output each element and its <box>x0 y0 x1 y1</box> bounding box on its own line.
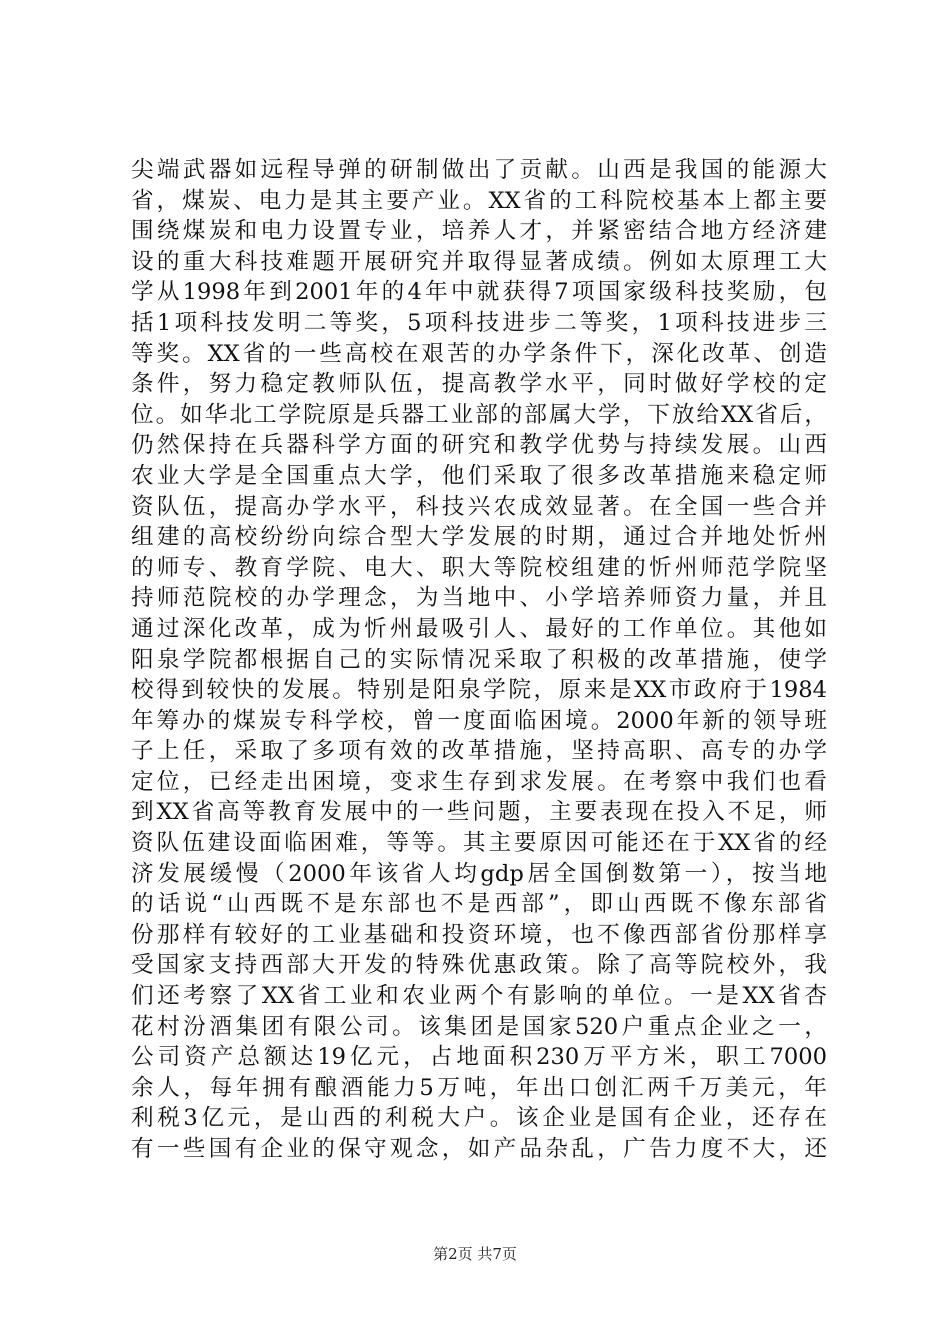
text-line: 资队伍，提高办学水平，科技兴农成效显著。在全国一些合并 <box>131 493 827 520</box>
text-line: 仍然保持在兵器科学方面的研究和教学优势与持续发展。山西 <box>131 432 827 459</box>
text-line: 利税3亿元，是山西的利税大户。该企业是国有企业，还存在 <box>131 1105 827 1132</box>
text-line: 学从1998年到2001年的4年中就获得7项国家级科技奖励，包 <box>131 279 827 306</box>
text-line: 设的重大科技难题开展研究并取得显著成绩。例如太原理工大 <box>131 248 827 275</box>
text-line: 余人，每年拥有酿酒能力5万吨，年出口创汇两千万美元，年 <box>131 1074 827 1101</box>
text-line: 有一些国有企业的保守观念，如产品杂乱，广告力度不大，还 <box>131 1136 827 1162</box>
text-line: 持师范院校的办学理念，为当地中、小学培养师资力量，并且 <box>131 585 827 612</box>
text-line: 们还考察了XX省工业和农业两个有影响的单位。一是XX省杏 <box>131 983 827 1010</box>
text-line: 年筹办的煤炭专科学校，曾一度面临困境。2000年新的领导班 <box>131 707 827 734</box>
text-line: 资队伍建设面临困难，等等。其主要原因可能还在于XX省的经 <box>131 830 827 857</box>
text-line: 尖端武器如远程导弹的研制做出了贡献。山西是我国的能源大 <box>131 157 827 183</box>
body-paragraph <box>131 155 827 1165</box>
text-line: 的师专、教育学院、电大、职大等院校组建的忻州师范学院坚 <box>131 554 827 581</box>
text-line: 公司资产总额达19亿元，占地面积230万平方米，职工7000 <box>131 1044 827 1071</box>
text-line: 份那样有较好的工业基础和投资环境，也不像西部省份那样享 <box>131 921 827 948</box>
text-line: 位。如华北工学院原是兵器工业部的部属大学，下放给XX省后， <box>131 401 827 428</box>
text-line: 子上任，采取了多项有效的改革措施，坚持高职、高专的办学 <box>131 738 827 765</box>
text-line: 括1项科技发明二等奖，5项科技进步二等奖，1项科技进步三 <box>131 309 827 336</box>
text-line: 受国家支持西部大开发的特殊优惠政策。除了高等院校外，我 <box>131 952 827 979</box>
text-line: 省，煤炭、电力是其主要产业。XX省的工科院校基本上都主要 <box>131 187 827 214</box>
text-line: 围绕煤炭和电力设置专业，培养人才，并紧密结合地方经济建 <box>131 218 827 245</box>
text-line: 等奖。XX省的一些高校在艰苦的办学条件下，深化改革、创造 <box>131 340 827 367</box>
text-line: 定位，已经走出困境，变求生存到求发展。在考察中我们也看 <box>131 768 827 795</box>
text-line: 校得到较快的发展。特别是阳泉学院，原来是XX市政府于1984 <box>131 677 827 704</box>
text-line: 的话说“山西既不是东部也不是西部”，即山西既不像东部省 <box>131 891 827 918</box>
text-line: 条件，努力稳定教师队伍，提高教学水平，同时做好学校的定 <box>131 371 827 398</box>
text-line: 组建的高校纷纷向综合型大学发展的时期，通过合并地处忻州 <box>131 524 827 551</box>
page-footer: 第2页 共7页 <box>433 1245 517 1263</box>
text-line: 通过深化改革，成为忻州最吸引人、最好的工作单位。其他如 <box>131 615 827 642</box>
text-line: 到XX省高等教育发展中的一些问题，主要表现在投入不足，师 <box>131 799 827 826</box>
text-line: 花村汾酒集团有限公司。该集团是国家520户重点企业之一， <box>131 1013 827 1040</box>
text-line: 济发展缓慢（2000年该省人均gdp居全国倒数第一），按当地 <box>131 860 827 887</box>
text-line: 农业大学是全国重点大学，他们采取了很多改革措施来稳定师 <box>131 462 827 489</box>
text-line: 阳泉学院都根据自己的实际情况采取了积极的改革措施，使学 <box>131 646 827 673</box>
